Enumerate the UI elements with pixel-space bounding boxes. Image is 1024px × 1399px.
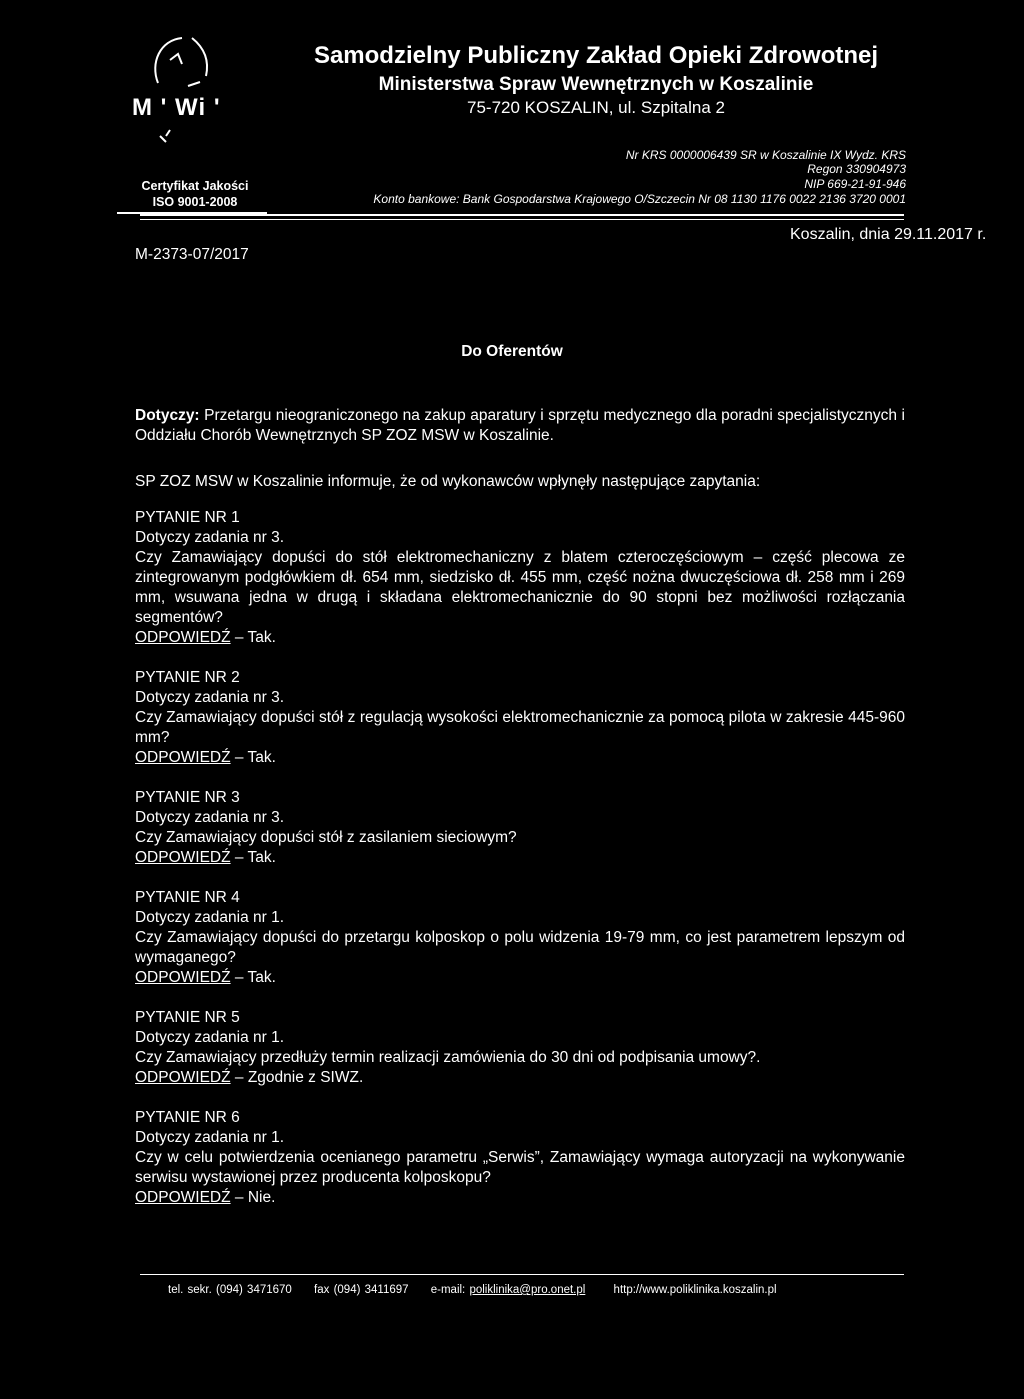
certificate-standard: ISO 9001-2008 xyxy=(152,195,238,209)
header-divider xyxy=(140,214,904,216)
institution-ministry: Ministerstwa Spraw Wewnętrznych w Koszalinie xyxy=(378,74,814,95)
question-task: Dotyczy zadania nr 1. xyxy=(135,909,285,926)
regon-number: Regon 330904973 xyxy=(807,162,906,176)
answer-text: – Tak. xyxy=(230,749,276,766)
question-block xyxy=(135,888,905,988)
question-block xyxy=(135,788,905,868)
recipient-heading: Do Oferentów xyxy=(461,343,563,360)
question-text: Czy Zamawiający dopuści stół z zasilaniem sieciowym? xyxy=(135,829,517,846)
question-text: Czy Zamawiający dopuści do przetargu kolposkop o polu widzenia 19-79 mm, co jest parametrem lepszym od wymaganego? xyxy=(135,929,905,966)
question-text: Czy Zamawiający dopuści stół z regulacją wysokości elektromechanicznie za pomocą pilota w zakresie 445-960 mm? xyxy=(135,709,905,746)
answer-text: – Tak. xyxy=(230,849,276,866)
answer-label: ODPOWIEDŹ xyxy=(135,749,231,766)
question-block xyxy=(135,1108,905,1208)
answer-label: ODPOWIEDŹ xyxy=(135,1189,231,1206)
question-task: Dotyczy zadania nr 1. xyxy=(135,1029,285,1046)
answer-text: – Tak. xyxy=(230,629,276,646)
question-task: Dotyczy zadania nr 1. xyxy=(135,1129,285,1146)
answer-label: ODPOWIEDŹ xyxy=(135,969,231,986)
subject-paragraph xyxy=(135,406,905,446)
footer-website-link[interactable]: http://www.poliklinika.koszalin.pl xyxy=(613,1284,777,1296)
institution-logo xyxy=(130,28,265,158)
krs-number: Nr KRS 0000006439 SR w Koszalinie IX Wydz. KRS xyxy=(625,148,906,162)
question-task: Dotyczy zadania nr 3. xyxy=(135,529,285,546)
reference-number: M-2373-07/2017 xyxy=(135,246,249,263)
institution-name: Samodzielny Publiczny Zakład Opieki Zdrowotnej xyxy=(313,42,879,69)
question-block xyxy=(135,1008,905,1088)
question-title: PYTANIE NR 6 xyxy=(135,1109,240,1126)
answer-label: ODPOWIEDŹ xyxy=(135,1069,231,1086)
subject-text: Przetargu nieograniczonego na zakup aparatury i sprzętu medycznego dla poradni specjalistycznych i Oddziału Chorób Wewnętrznych SP ZOZ MSW w Koszalinie. xyxy=(135,407,905,444)
footer-divider xyxy=(140,1274,904,1275)
question-answer xyxy=(135,1188,905,1208)
answer-text: – Nie. xyxy=(230,1189,276,1206)
answer-text: – Zgodnie z SIWZ. xyxy=(230,1069,364,1086)
logo-lettering: M ' Wi ' xyxy=(132,94,221,121)
answer-label: ODPOWIEDŹ xyxy=(135,849,231,866)
question-title: PYTANIE NR 4 xyxy=(135,889,240,906)
footer-contacts xyxy=(140,1284,904,1296)
header-divider-thin xyxy=(140,219,904,220)
question-text: Czy w celu potwierdzenia ocenianego parametru „Serwis”, Zamawiający wymaga autoryzacji na wykonywanie serwisu wystawionej przez producenta kolposkopu? xyxy=(135,1149,905,1186)
institution-address: 75-720 KOSZALIN, ul. Szpitalna 2 xyxy=(467,98,725,117)
question-answer xyxy=(135,628,905,648)
question-task: Dotyczy zadania nr 3. xyxy=(135,689,285,706)
question-answer xyxy=(135,1068,905,1088)
certificate-title: Certyfikat Jakości xyxy=(141,179,249,193)
answer-label: ODPOWIEDŹ xyxy=(135,629,231,646)
question-title: PYTANIE NR 2 xyxy=(135,669,240,686)
nip-number: NIP 669-21-91-946 xyxy=(804,177,906,191)
question-title: PYTANIE NR 5 xyxy=(135,1009,240,1026)
logo-emblem-icon xyxy=(130,28,265,158)
letter-date: Koszalin, dnia 29.11.2017 r. xyxy=(790,226,987,243)
footer-phone: tel. sekr. (094) 3471670 xyxy=(168,1284,292,1296)
footer-fax: fax (094) 3411697 xyxy=(314,1284,409,1296)
intro-paragraph: SP ZOZ MSW w Koszalinie informuje, że od wykonawców wpłynęły następujące zapytania: xyxy=(135,473,761,490)
question-answer xyxy=(135,848,905,868)
question-answer xyxy=(135,748,905,768)
quality-certificate xyxy=(115,178,275,210)
footer-email-label: e-mail: xyxy=(430,1284,470,1296)
question-block xyxy=(135,668,905,768)
footer-email-link[interactable]: poliklinika@pro.onet.pl xyxy=(469,1284,586,1296)
answer-text: – Tak. xyxy=(230,969,276,986)
question-title: PYTANIE NR 1 xyxy=(135,509,240,526)
bank-account: Konto bankowe: Bank Gospodarstwa Krajowego O/Szczecin Nr 08 1130 1176 0022 2136 3720 0001 xyxy=(373,192,906,206)
question-task: Dotyczy zadania nr 3. xyxy=(135,809,285,826)
question-block xyxy=(135,508,905,648)
question-text: Czy Zamawiający dopuści do stół elektromechaniczny z blatem czteroczęściowym – część plecowa ze zintegrowanym podgłówkiem dł. 654 mm, siedzisko dł. 455 mm, część nożna dwuczęściowa dł. 258 mm i 269 mm, wsuwana jedna w drugą i składana elektromechanicznie do 90 stopni bez możliwości rozłączania segmentów? xyxy=(135,549,905,626)
questions-list xyxy=(135,508,905,1228)
subject-label: Dotyczy: xyxy=(135,407,200,424)
question-answer xyxy=(135,968,905,988)
question-title: PYTANIE NR 3 xyxy=(135,789,240,806)
question-text: Czy Zamawiający przedłuży termin realizacji zamówienia do 30 dni od podpisania umowy?. xyxy=(135,1049,761,1066)
